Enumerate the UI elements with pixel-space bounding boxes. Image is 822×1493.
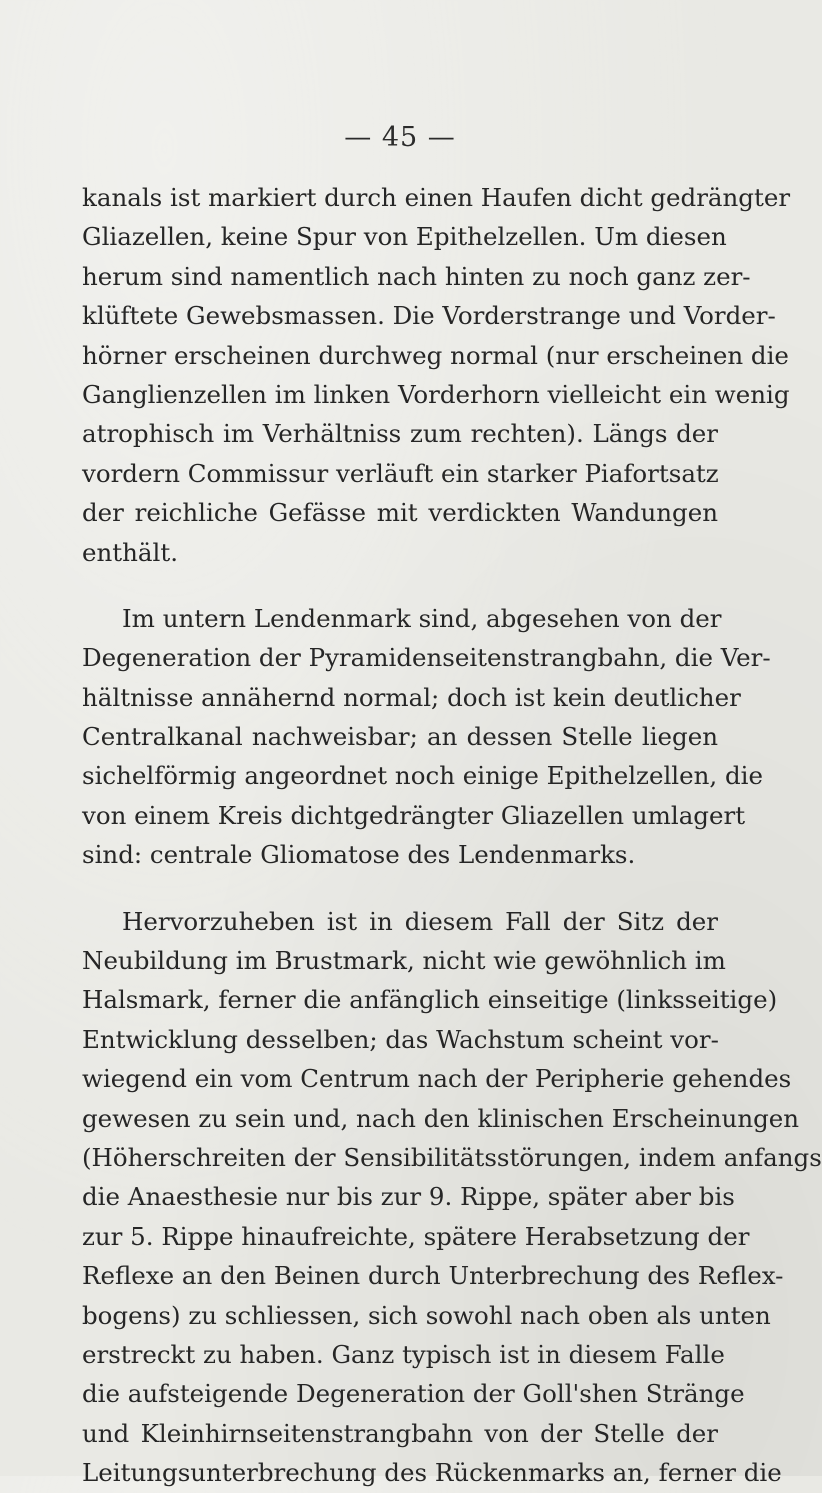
text-line: zur 5. Rippe hinaufreichte, spätere Herabsetzung der (82, 1221, 750, 1251)
text-line: Im untern Lendenmark sind, abgesehen von der (122, 603, 722, 633)
text-line: die Anaesthesie nur bis zur 9. Rippe, später aber bis (82, 1182, 735, 1212)
text-line: die aufsteigende Degeneration der Goll'shen Stränge (82, 1379, 745, 1409)
text-line: atrophisch im Verhältniss zum rechten). Längs der (82, 419, 718, 449)
text-line: hörner erscheinen durchweg normal (nur erscheinen die (82, 340, 789, 370)
text-line: bogens) zu schliessen, sich sowohl nach oben als unten (82, 1300, 771, 1330)
text-line: und Kleinhirnseitenstrangbahn von der Stelle der (82, 1418, 718, 1448)
text-line: sind: centrale Gliomatose des Lendenmarks. (82, 840, 636, 870)
text-line: Entwicklung desselben; das Wachstum scheint vor- (82, 1024, 719, 1054)
text-line: Leitungsunterbrechung des Rückenmarks an, ferner die (82, 1458, 782, 1488)
text-line: wiegend ein vom Centrum nach der Peripherie gehendes (82, 1064, 792, 1094)
text-line: Neubildung im Brustmark, nicht wie gewöhnlich im (82, 946, 726, 976)
text-line: (Höherschreiten der Sensibilitätsstörungen, indem anfangs (82, 1142, 822, 1172)
text-line: sichelförmig angeordnet noch einige Epithelzellen, die (82, 761, 763, 791)
text-line: von einem Kreis dichtgedrängter Gliazellen umlagert (82, 800, 746, 830)
text-line: enthält. (82, 537, 178, 567)
text-line: hältnisse annähernd normal; doch ist kein deutlicher (82, 682, 741, 712)
text-line: kanals ist markiert durch einen Haufen dicht gedrängter (82, 183, 791, 212)
text-line: Hervorzuheben ist in diesem Fall der Sitz der (122, 906, 718, 936)
text-line: klüftete Gewebsmassen. Die Vorderstrange und Vorder- (82, 301, 776, 331)
paragraph-2 (82, 599, 771, 875)
text-line: erstreckt zu haben. Ganz typisch ist in diesem Falle (82, 1339, 725, 1369)
text-line: vordern Commissur verläuft ein starker Piafortsatz (82, 458, 719, 488)
paragraph-3 (82, 902, 822, 1493)
text-line: Halsmark, ferner die anfänglich einseitige (linksseitige) (82, 985, 778, 1015)
page-number: — 45 — (344, 122, 456, 153)
text-line: der reichliche Gefässe mit verdickten Wandungen (82, 498, 718, 528)
body-text (82, 178, 822, 1493)
text-line: gewesen zu sein und, nach den klinischen Erscheinungen (82, 1103, 800, 1133)
text-line: Reflexe an den Beinen durch Unterbrechung des Reflex- (82, 1261, 784, 1291)
text-line: Gliazellen, keine Spur von Epithelzellen. Um diesen (82, 222, 727, 252)
text-line: Centralkanal nachweisbar; an dessen Stelle liegen (82, 722, 718, 752)
text-line: Degeneration der Pyramidenseitenstrangbahn, die Ver- (82, 643, 771, 673)
paragraph-1 (82, 178, 791, 572)
text-line: herum sind namentlich nach hinten zu noch ganz zer- (82, 261, 751, 291)
text-line: Ganglienzellen im linken Vorderhorn vielleicht ein wenig (82, 379, 790, 409)
